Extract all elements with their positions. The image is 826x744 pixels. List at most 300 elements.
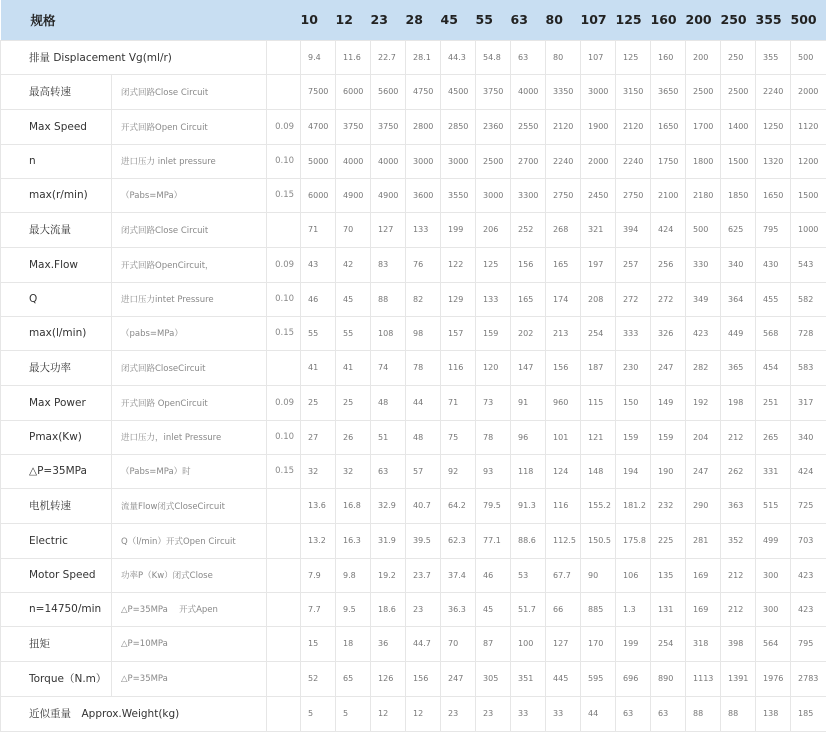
- value-cell: 51: [371, 420, 406, 454]
- value-cell: 28.1: [406, 40, 441, 74]
- value-cell: 22.7: [371, 40, 406, 74]
- value-cell: 124: [546, 454, 581, 488]
- value-cell: 88.6: [511, 523, 546, 558]
- value-cell: 73: [476, 385, 511, 420]
- pressure-cell: [267, 592, 301, 626]
- value-cell: 1800: [686, 144, 721, 178]
- value-cell: 543: [791, 247, 826, 282]
- value-cell: 449: [721, 316, 756, 350]
- value-cell: 44: [406, 385, 441, 420]
- pressure-cell: 0.15: [267, 178, 301, 212]
- value-cell: 108: [371, 316, 406, 350]
- value-cell: 185: [791, 696, 826, 731]
- value-cell: 192: [686, 385, 721, 420]
- value-cell: 247: [441, 661, 476, 696]
- value-cell: 4500: [441, 74, 476, 109]
- pressure-cell: 0.09: [267, 109, 301, 144]
- value-cell: 32: [336, 454, 371, 488]
- value-cell: 70: [336, 212, 371, 247]
- value-cell: 126: [371, 661, 406, 696]
- value-cell: 40.7: [406, 488, 441, 523]
- value-cell: 4700: [301, 109, 336, 144]
- value-cell: 795: [791, 626, 826, 661]
- value-cell: 156: [511, 247, 546, 282]
- value-cell: 352: [721, 523, 756, 558]
- value-cell: 890: [651, 661, 686, 696]
- value-cell: 250: [721, 40, 756, 74]
- pressure-cell: 0.15: [267, 454, 301, 488]
- value-cell: 351: [511, 661, 546, 696]
- value-cell: 2120: [546, 109, 581, 144]
- value-cell: 247: [651, 350, 686, 385]
- value-cell: 424: [791, 454, 826, 488]
- pressure-cell: [267, 40, 301, 74]
- table-row: [1, 523, 826, 558]
- value-cell: 262: [721, 454, 756, 488]
- value-cell: 885: [581, 592, 616, 626]
- row-condition: △P=35MPa: [112, 661, 267, 696]
- pressure-cell: [267, 626, 301, 661]
- row-label: n=14750/min: [1, 592, 112, 626]
- row-label: Motor Speed: [1, 558, 112, 592]
- size-header: 63: [511, 0, 546, 40]
- value-cell: 272: [616, 282, 651, 316]
- value-cell: 265: [756, 420, 791, 454]
- value-cell: 3150: [616, 74, 651, 109]
- size-header: 45: [441, 0, 476, 40]
- value-cell: 125: [616, 40, 651, 74]
- row-label: 电机转速: [1, 488, 112, 523]
- value-cell: 290: [686, 488, 721, 523]
- size-header: 55: [476, 0, 511, 40]
- value-cell: 318: [686, 626, 721, 661]
- value-cell: 349: [686, 282, 721, 316]
- value-cell: 18: [336, 626, 371, 661]
- value-cell: 394: [616, 212, 651, 247]
- value-cell: 500: [791, 40, 826, 74]
- row-condition: △P=10MPa: [112, 626, 267, 661]
- size-header: 12: [336, 0, 371, 40]
- row-label: 最大功率: [1, 350, 112, 385]
- value-cell: 98: [406, 316, 441, 350]
- value-cell: 430: [756, 247, 791, 282]
- value-cell: 3750: [371, 109, 406, 144]
- row-label: max(r/min): [1, 178, 112, 212]
- value-cell: 100: [511, 626, 546, 661]
- row-label: 扭矩: [1, 626, 112, 661]
- table-row: [1, 212, 826, 247]
- value-cell: 213: [546, 316, 581, 350]
- size-header: 107: [581, 0, 616, 40]
- value-cell: 157: [441, 316, 476, 350]
- value-cell: 212: [721, 558, 756, 592]
- value-cell: 48: [406, 420, 441, 454]
- table-row: [1, 178, 826, 212]
- value-cell: 78: [476, 420, 511, 454]
- value-cell: 225: [651, 523, 686, 558]
- value-cell: 247: [686, 454, 721, 488]
- value-cell: 112.5: [546, 523, 581, 558]
- value-cell: 48: [371, 385, 406, 420]
- value-cell: 53: [511, 558, 546, 592]
- value-cell: 44.3: [441, 40, 476, 74]
- value-cell: 92: [441, 454, 476, 488]
- pressure-cell: 0.10: [267, 420, 301, 454]
- table-row: [1, 626, 826, 661]
- value-cell: 725: [791, 488, 826, 523]
- value-cell: 170: [581, 626, 616, 661]
- value-cell: 268: [546, 212, 581, 247]
- size-header: 355: [756, 0, 791, 40]
- value-cell: 147: [511, 350, 546, 385]
- value-cell: 454: [756, 350, 791, 385]
- value-cell: 11.6: [336, 40, 371, 74]
- value-cell: 118: [511, 454, 546, 488]
- pressure-cell: [267, 523, 301, 558]
- value-cell: 82: [406, 282, 441, 316]
- row-label: 近似重量 Approx.Weight(kg): [1, 696, 267, 731]
- value-cell: 2800: [406, 109, 441, 144]
- value-cell: 2360: [476, 109, 511, 144]
- value-cell: 198: [721, 385, 756, 420]
- row-label: Q: [1, 282, 112, 316]
- value-cell: 1391: [721, 661, 756, 696]
- row-condition: （Pabs=MPa）: [112, 178, 267, 212]
- pressure-cell: [267, 558, 301, 592]
- value-cell: 4900: [371, 178, 406, 212]
- value-cell: 398: [721, 626, 756, 661]
- value-cell: 212: [721, 592, 756, 626]
- pressure-cell: 0.15: [267, 316, 301, 350]
- value-cell: 125: [476, 247, 511, 282]
- row-label: Max.Flow: [1, 247, 112, 282]
- value-cell: 44.7: [406, 626, 441, 661]
- value-cell: 3000: [441, 144, 476, 178]
- value-cell: 127: [546, 626, 581, 661]
- row-condition: （pabs=MPa）: [112, 316, 267, 350]
- value-cell: 703: [791, 523, 826, 558]
- value-cell: 2180: [686, 178, 721, 212]
- value-cell: 83: [371, 247, 406, 282]
- value-cell: 960: [546, 385, 581, 420]
- value-cell: 15: [301, 626, 336, 661]
- value-cell: 63: [511, 40, 546, 74]
- value-cell: 1850: [721, 178, 756, 212]
- size-header: 160: [651, 0, 686, 40]
- value-cell: 252: [511, 212, 546, 247]
- value-cell: 340: [791, 420, 826, 454]
- value-cell: 3550: [441, 178, 476, 212]
- value-cell: 156: [406, 661, 441, 696]
- value-cell: 3650: [651, 74, 686, 109]
- value-cell: 300: [756, 558, 791, 592]
- pressure-cell: 0.09: [267, 247, 301, 282]
- size-header: 10: [301, 0, 336, 40]
- value-cell: 4750: [406, 74, 441, 109]
- size-header: 125: [616, 0, 651, 40]
- size-header: 23: [371, 0, 406, 40]
- value-cell: 326: [651, 316, 686, 350]
- value-cell: 4900: [336, 178, 371, 212]
- value-cell: 330: [686, 247, 721, 282]
- value-cell: 2000: [791, 74, 826, 109]
- pressure-cell: [267, 696, 301, 731]
- value-cell: 43: [301, 247, 336, 282]
- value-cell: 51.7: [511, 592, 546, 626]
- value-cell: 455: [756, 282, 791, 316]
- value-cell: 16.8: [336, 488, 371, 523]
- row-label: 排量 Displacement Vg(ml/r): [1, 40, 267, 74]
- value-cell: 5000: [301, 144, 336, 178]
- pressure-cell: 0.10: [267, 282, 301, 316]
- value-cell: 16.3: [336, 523, 371, 558]
- value-cell: 3300: [511, 178, 546, 212]
- value-cell: 120: [476, 350, 511, 385]
- value-cell: 2500: [721, 74, 756, 109]
- table-row: [1, 454, 826, 488]
- value-cell: 1750: [651, 144, 686, 178]
- row-condition: 进口压力，inlet Pressure: [112, 420, 267, 454]
- value-cell: 36: [371, 626, 406, 661]
- value-cell: 88: [686, 696, 721, 731]
- value-cell: 79.5: [476, 488, 511, 523]
- value-cell: 1900: [581, 109, 616, 144]
- row-condition: 开式回路 OpenCircuit: [112, 385, 267, 420]
- value-cell: 795: [756, 212, 791, 247]
- value-cell: 232: [651, 488, 686, 523]
- value-cell: 101: [546, 420, 581, 454]
- value-cell: 19.2: [371, 558, 406, 592]
- value-cell: 33: [511, 696, 546, 731]
- table-row: [1, 696, 826, 731]
- pressure-cell: [267, 212, 301, 247]
- value-cell: 364: [721, 282, 756, 316]
- value-cell: 90: [581, 558, 616, 592]
- value-cell: 133: [406, 212, 441, 247]
- value-cell: 74: [371, 350, 406, 385]
- row-label: Electric: [1, 523, 112, 558]
- value-cell: 2783: [791, 661, 826, 696]
- value-cell: 197: [581, 247, 616, 282]
- value-cell: 169: [686, 592, 721, 626]
- value-cell: 423: [791, 558, 826, 592]
- value-cell: 4000: [336, 144, 371, 178]
- value-cell: 423: [686, 316, 721, 350]
- value-cell: 80: [546, 40, 581, 74]
- value-cell: 1976: [756, 661, 791, 696]
- table-row: [1, 592, 826, 626]
- pressure-cell: [267, 74, 301, 109]
- value-cell: 1120: [791, 109, 826, 144]
- pressure-cell: 0.09: [267, 385, 301, 420]
- value-cell: 317: [791, 385, 826, 420]
- value-cell: 121: [581, 420, 616, 454]
- value-cell: 1700: [686, 109, 721, 144]
- value-cell: 582: [791, 282, 826, 316]
- value-cell: 6000: [301, 178, 336, 212]
- value-cell: 1500: [791, 178, 826, 212]
- value-cell: 32: [301, 454, 336, 488]
- row-label: Max Power: [1, 385, 112, 420]
- value-cell: 423: [791, 592, 826, 626]
- value-cell: 91.3: [511, 488, 546, 523]
- value-cell: 355: [756, 40, 791, 74]
- value-cell: 2850: [441, 109, 476, 144]
- value-cell: 1400: [721, 109, 756, 144]
- header-row: [1, 0, 826, 40]
- value-cell: 13.2: [301, 523, 336, 558]
- value-cell: 12: [371, 696, 406, 731]
- value-cell: 500: [686, 212, 721, 247]
- value-cell: 204: [686, 420, 721, 454]
- pressure-cell: [267, 488, 301, 523]
- row-label: △P=35MPa: [1, 454, 112, 488]
- value-cell: 1000: [791, 212, 826, 247]
- value-cell: 66: [546, 592, 581, 626]
- value-cell: 424: [651, 212, 686, 247]
- value-cell: 23: [441, 696, 476, 731]
- value-cell: 696: [616, 661, 651, 696]
- value-cell: 33: [546, 696, 581, 731]
- value-cell: 54.8: [476, 40, 511, 74]
- value-cell: 7500: [301, 74, 336, 109]
- value-cell: 62.3: [441, 523, 476, 558]
- table-row: [1, 109, 826, 144]
- value-cell: 5600: [371, 74, 406, 109]
- value-cell: 282: [686, 350, 721, 385]
- row-condition: 闭式回路Close Circuit: [112, 74, 267, 109]
- value-cell: 67.7: [546, 558, 581, 592]
- row-label: Max Speed: [1, 109, 112, 144]
- value-cell: 77.1: [476, 523, 511, 558]
- value-cell: 194: [616, 454, 651, 488]
- value-cell: 133: [476, 282, 511, 316]
- row-label: max(l/min): [1, 316, 112, 350]
- value-cell: 87: [476, 626, 511, 661]
- value-cell: 199: [616, 626, 651, 661]
- value-cell: 71: [441, 385, 476, 420]
- value-cell: 106: [616, 558, 651, 592]
- row-label: Torque（N.m）: [1, 661, 112, 696]
- size-header: 200: [686, 0, 721, 40]
- value-cell: 31.9: [371, 523, 406, 558]
- value-cell: 36.3: [441, 592, 476, 626]
- value-cell: 148: [581, 454, 616, 488]
- value-cell: 138: [756, 696, 791, 731]
- value-cell: 3600: [406, 178, 441, 212]
- value-cell: 728: [791, 316, 826, 350]
- value-cell: 190: [651, 454, 686, 488]
- value-cell: 6000: [336, 74, 371, 109]
- value-cell: 45: [336, 282, 371, 316]
- row-condition: 进口压力intet Pressure: [112, 282, 267, 316]
- value-cell: 116: [441, 350, 476, 385]
- value-cell: 365: [721, 350, 756, 385]
- value-cell: 3000: [581, 74, 616, 109]
- value-cell: 499: [756, 523, 791, 558]
- value-cell: 23: [476, 696, 511, 731]
- row-condition: （Pabs=MPa）时: [112, 454, 267, 488]
- value-cell: 251: [756, 385, 791, 420]
- value-cell: 165: [546, 247, 581, 282]
- value-cell: 363: [721, 488, 756, 523]
- value-cell: 115: [581, 385, 616, 420]
- value-cell: 150.5: [581, 523, 616, 558]
- value-cell: 4000: [511, 74, 546, 109]
- value-cell: 175.8: [616, 523, 651, 558]
- value-cell: 26: [336, 420, 371, 454]
- value-cell: 2240: [546, 144, 581, 178]
- value-cell: 159: [616, 420, 651, 454]
- value-cell: 63: [371, 454, 406, 488]
- value-cell: 41: [301, 350, 336, 385]
- row-condition: △P=35MPa 开式Apen: [112, 592, 267, 626]
- value-cell: 13.6: [301, 488, 336, 523]
- table-row: [1, 420, 826, 454]
- value-cell: 129: [441, 282, 476, 316]
- row-condition: 闭式回路Close Circuit: [112, 212, 267, 247]
- value-cell: 135: [651, 558, 686, 592]
- value-cell: 70: [441, 626, 476, 661]
- row-condition: 功率P（Kw）闭式Close: [112, 558, 267, 592]
- table-row: [1, 488, 826, 523]
- value-cell: 127: [371, 212, 406, 247]
- value-cell: 7.7: [301, 592, 336, 626]
- value-cell: 1.3: [616, 592, 651, 626]
- value-cell: 76: [406, 247, 441, 282]
- table-row: [1, 247, 826, 282]
- row-condition: 流量Flow闭式CloseCircuit: [112, 488, 267, 523]
- value-cell: 2550: [511, 109, 546, 144]
- size-header: 500: [791, 0, 826, 40]
- row-condition: 进口压力 inlet pressure: [112, 144, 267, 178]
- value-cell: 9.8: [336, 558, 371, 592]
- value-cell: 78: [406, 350, 441, 385]
- value-cell: 625: [721, 212, 756, 247]
- value-cell: 2500: [476, 144, 511, 178]
- value-cell: 321: [581, 212, 616, 247]
- value-cell: 159: [651, 420, 686, 454]
- value-cell: 169: [686, 558, 721, 592]
- value-cell: 595: [581, 661, 616, 696]
- row-condition: Q（l/min）开式Open Circuit: [112, 523, 267, 558]
- value-cell: 131: [651, 592, 686, 626]
- value-cell: 200: [686, 40, 721, 74]
- value-cell: 3000: [406, 144, 441, 178]
- value-cell: 2000: [581, 144, 616, 178]
- value-cell: 63: [651, 696, 686, 731]
- size-header: 250: [721, 0, 756, 40]
- value-cell: 46: [301, 282, 336, 316]
- value-cell: 445: [546, 661, 581, 696]
- value-cell: 515: [756, 488, 791, 523]
- size-header: 80: [546, 0, 581, 40]
- pressure-cell: [267, 661, 301, 696]
- value-cell: 199: [441, 212, 476, 247]
- value-cell: 107: [581, 40, 616, 74]
- spec-header: 规格: [1, 0, 301, 40]
- value-cell: 96: [511, 420, 546, 454]
- row-condition: 开式回路OpenCircuit，: [112, 247, 267, 282]
- value-cell: 23: [406, 592, 441, 626]
- value-cell: 5: [301, 696, 336, 731]
- value-cell: 65: [336, 661, 371, 696]
- value-cell: 564: [756, 626, 791, 661]
- value-cell: 27: [301, 420, 336, 454]
- value-cell: 44: [581, 696, 616, 731]
- table-row: [1, 316, 826, 350]
- value-cell: 3000: [476, 178, 511, 212]
